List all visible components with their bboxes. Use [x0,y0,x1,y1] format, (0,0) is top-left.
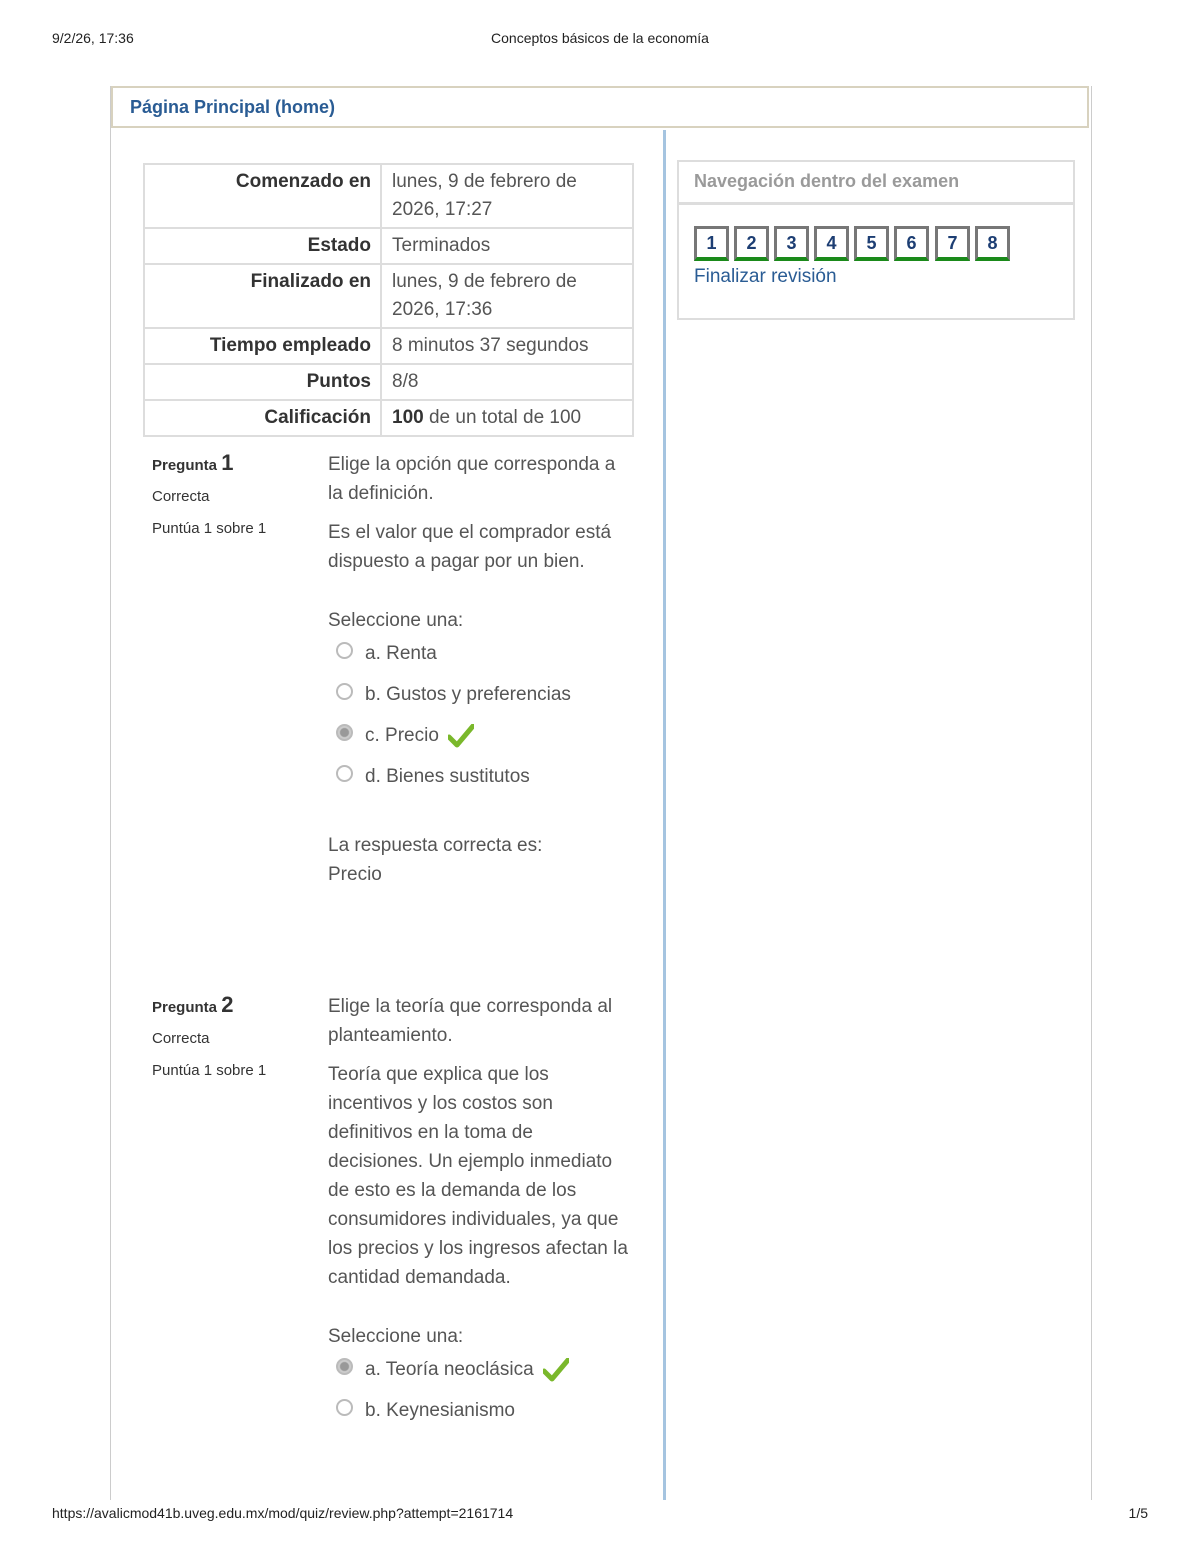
option-label: c. Precio [365,725,439,746]
radio-button-checked[interactable] [336,724,353,741]
question-number: Pregunta 1 [152,450,234,475]
quiz-navigation [677,160,1075,320]
grade-score: 100 [392,407,424,428]
check-icon [543,1358,569,1382]
question-prompt: Es el valor que el comprador está dispuesto a pagar por un bien. [328,522,612,572]
home-bar [111,86,1089,128]
finish-review-link[interactable]: Finalizar revisión [694,266,837,287]
grade-total: de un total de 100 [423,407,582,428]
summary-label: Estado [144,228,381,264]
right-answer-label: La respuesta correcta es: [328,835,543,856]
summary-value: 8/8 [381,364,633,400]
summary-row [144,328,633,364]
summary-label: Finalizado en [144,264,381,328]
summary-value: lunes, 9 de febrero de 2026, 17:27 [381,164,633,228]
right-answer [328,831,633,889]
option-label: a. Renta [365,643,437,664]
summary-row [144,228,633,264]
summary-value: lunes, 9 de febrero de 2026, 17:36 [381,264,633,328]
answer-option[interactable] [328,1396,633,1437]
print-datetime: 9/2/26, 17:36 [52,30,134,46]
select-label: Seleccione una: [328,610,464,631]
quiz-nav-button-3[interactable]: 3 [774,226,809,261]
option-label: d. Bienes sustitutos [365,766,530,787]
summary-value: 8 minutos 37 segundos [381,328,633,364]
question-number: Pregunta 2 [152,992,234,1017]
question-instruction: Elige la opción que corresponda a la definición. [328,454,616,504]
question-content [328,992,633,1437]
summary-label: Calificación [144,400,381,436]
print-header [52,30,1148,50]
quiz-nav-button-6[interactable]: 6 [894,226,929,261]
summary-row [144,264,633,328]
quiz-nav-button-5[interactable]: 5 [854,226,889,261]
answer-option-selected[interactable] [328,721,633,762]
answer-option-selected[interactable] [328,1355,633,1396]
answer-option[interactable] [328,680,633,721]
radio-button[interactable] [336,1399,353,1416]
radio-button[interactable] [336,642,353,659]
question-info [152,450,312,537]
page-frame [110,86,1092,1500]
answer-options [328,1355,633,1437]
answer-option[interactable] [328,639,633,680]
option-label: b. Keynesianismo [365,1400,515,1421]
quiz-navigation-title: Navegación dentro del examen [679,162,1073,205]
question-state: Correcta [152,488,210,505]
radio-button[interactable] [336,765,353,782]
answer-options [328,639,633,803]
question-state: Correcta [152,1030,210,1047]
quiz-nav-button-8[interactable]: 8 [975,226,1010,261]
summary-row [144,400,633,436]
question-info [152,992,312,1079]
print-footer [52,1505,1148,1525]
column-divider [663,130,666,1500]
print-doc-title: Conceptos básicos de la economía [491,30,709,46]
print-page-number: 1/5 [1128,1505,1148,1521]
summary-label: Puntos [144,364,381,400]
print-url: https://avalicmod41b.uveg.edu.mx/mod/quiz/review.php?attempt=2161714 [52,1505,514,1521]
quiz-nav-button-4[interactable]: 4 [814,226,849,261]
quiz-nav-button-2[interactable]: 2 [734,226,769,261]
question-content [328,450,633,889]
question-instruction: Elige la teoría que corresponda al planteamiento. [328,996,613,1046]
summary-label: Comenzado en [144,164,381,228]
quiz-nav-button-7[interactable]: 7 [935,226,970,261]
summary-value [381,400,633,436]
select-label: Seleccione una: [328,1326,464,1347]
question-grade: Puntúa 1 sobre 1 [152,1062,267,1079]
right-answer-value: Precio [328,864,382,885]
attempt-summary-table [143,163,634,437]
radio-button-checked[interactable] [336,1358,353,1375]
question-grade: Puntúa 1 sobre 1 [152,520,267,537]
radio-button[interactable] [336,683,353,700]
option-label: b. Gustos y preferencias [365,684,571,705]
summary-row [144,364,633,400]
check-icon [448,724,474,748]
summary-label: Tiempo empleado [144,328,381,364]
summary-value: Terminados [381,228,633,264]
question-prompt: Teoría que explica que los incentivos y los costos son definitivos en la toma de decisiones. Un ejemplo inmediato de esto es la demanda de los consumidores individuales, ya que los precios y los ingresos afectan la cantidad demandada. [328,1064,628,1288]
summary-row [144,164,633,228]
quiz-nav-button-1[interactable]: 1 [694,226,729,261]
answer-option[interactable] [328,762,633,803]
home-link[interactable]: Página Principal (home) [130,97,336,117]
option-label: a. Teoría neoclásica [365,1359,534,1380]
